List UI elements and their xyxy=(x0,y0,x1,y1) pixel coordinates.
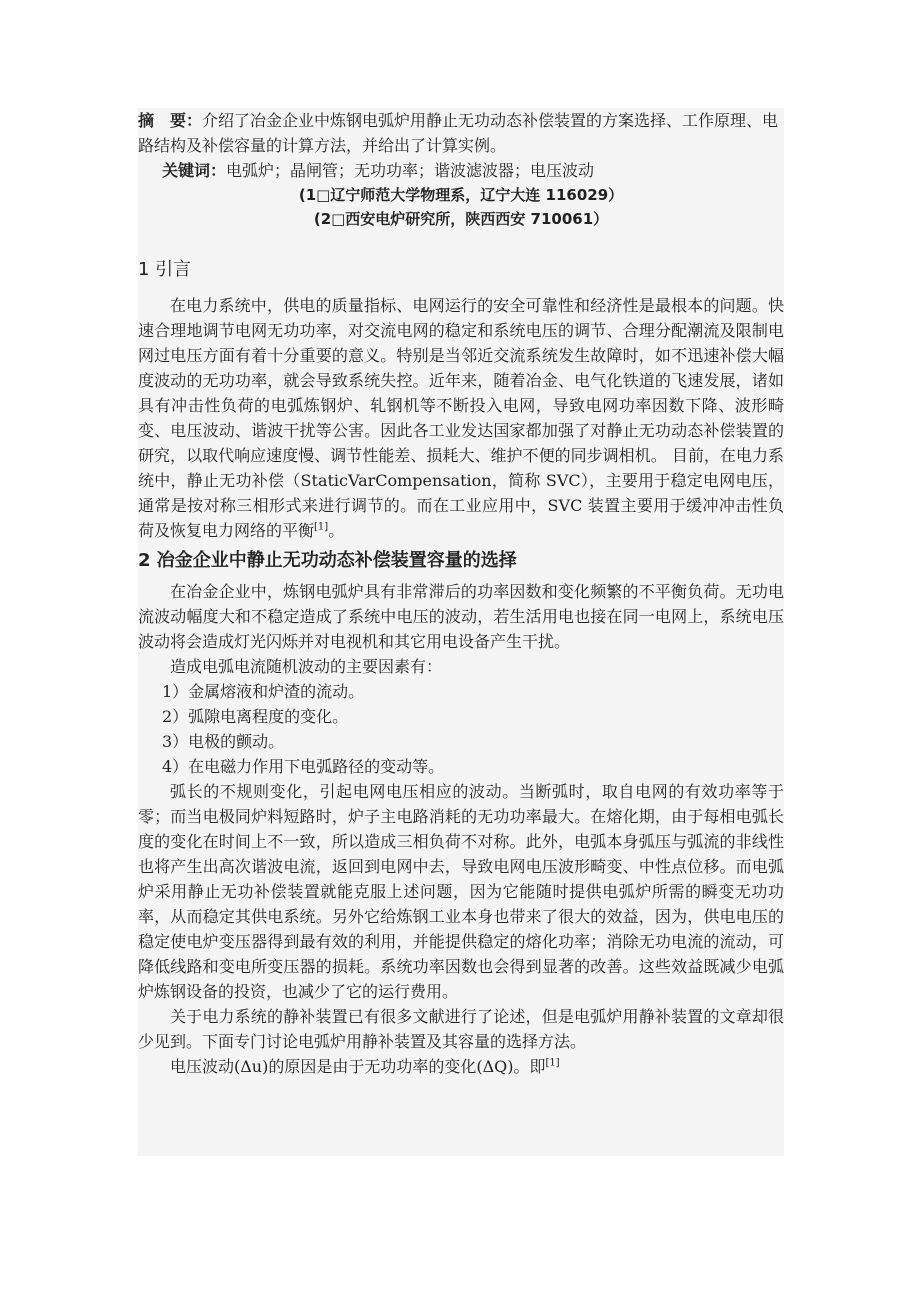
affiliation-1: (1□辽宁师范大学物理系，辽宁大连 116029） xyxy=(298,186,624,204)
section-2-heading: 2 冶金企业中静止无功动态补偿装置容量的选择 xyxy=(138,550,517,571)
citation-ref: [1] xyxy=(545,1057,560,1069)
list-item: 2）弧隙电离程度的变化。 xyxy=(162,707,349,726)
keywords-text: 电弧炉；晶闸管；无功功率；谐波滤波器；电压波动 xyxy=(226,161,595,180)
section-2-p5-text: 电压波动(Δu)的原因是由于无功功率的变化(ΔQ)。即 xyxy=(170,1057,546,1076)
section-2-paragraph-3: 弧长的不规则变化，引起电网电压相应的波动。当断弧时，取自电网的有效功率等于零；而当电极同炉料短路时，炉子主电路消耗的无功功率最大。在熔化期，由于每相电弧长度的变化在时间上不一致，所以造成三相负荷不对称。此外，电弧本身弧压与弧流的非线性也将产生出高次谐波电流，返回到电网中去，导致电网电压波形畸变、中性点位移。而电弧炉采用静止无功补偿装置就能克服上述问题，因为它能随时提供电弧炉所需的瞬变无功功率，从而稳定其供电系统。另外它给炼钢工业本身也带来了很大的效益，因为，供电电压的稳定使电炉变压器得到最有效的利用，并能提供稳定的熔化功率；消除无功电流的流动，可降低线路和变电所变压器的损耗。系统功率因数也会得到显著的改善。这些效益既减少电弧炉炼钢设备的投资，也减少了它的运行费用。 xyxy=(138,782,784,1001)
list-item: 3）电极的颤动。 xyxy=(162,732,285,751)
section-1-paragraph xyxy=(138,293,784,543)
section-2-paragraph-4: 关于电力系统的静补装置已有很多文献进行了论述，但是电弧炉用静补装置的文章却很少见到。下面专门讨论电弧炉用静补装置及其容量的选择方法。 xyxy=(138,1007,784,1051)
section-2-paragraph-2: 造成电弧电流随机波动的主要因素有： xyxy=(170,657,443,676)
abstract-label: 摘 要： xyxy=(138,111,203,130)
section-2-paragraph-1: 在冶金企业中，炼钢电弧炉具有非常滞后的功率因数和变化频繁的不平衡负荷。无功电流波动幅度大和不稳定造成了系统中电压的波动，若生活用电也接在同一电网上，系统电压波动将会造成灯光闪烁并对电视机和其它用电设备产生干扰。 xyxy=(138,582,784,651)
abstract xyxy=(138,108,784,158)
document-page xyxy=(138,108,784,1156)
keywords-label: 关键词： xyxy=(162,161,227,180)
section-1-text: 在电力系统中，供电的质量指标、电网运行的安全可靠性和经济性是最根本的问题。快速合理地调节电网无功功率，对交流电网的稳定和系统电压的调节、合理分配潮流及限制电网过电压方面有着十分重要的意义。特别是当邻近交流系统发生故障时，如不迅速补偿大幅度波动的无功功率，就会导致系统失控。近年来，随着冶金、电气化铁道的飞速发展，诸如具有冲击性负荷的电弧炼钢炉、轧钢机等不断投入电网，导致电网功率因数下降、波形畸变、电压波动、谐波干扰等公害。因此各工业发达国家都加强了对静止无功动态补偿装置的研究，以取代响应速度慢、调节性能差、损耗大、维护不便的同步调相机。 目前，在电力系统中，静止无功补偿（StaticVarCompensation，简称 SVC），主要用于稳定电网电压，通常是按对称三相形式来进行调节的。而在工业应用中，SVC 装置主要用于缓冲冲击性负荷及恢复电力网络的平衡 xyxy=(138,296,784,540)
section-2-paragraph-5 xyxy=(138,1054,784,1079)
citation-ref: [1] xyxy=(314,521,329,533)
list-item: 1）金属熔液和炉渣的流动。 xyxy=(162,682,365,701)
affiliation-2: (2□西安电炉研究所，陕西西安 710061） xyxy=(313,210,609,228)
section-1-end: 。 xyxy=(328,521,345,540)
list-item: 4）在电磁力作用下电弧路径的变动等。 xyxy=(162,757,445,776)
abstract-text: 介绍了冶金企业中炼钢电弧炉用静止无功动态补偿装置的方案选择、工作原理、电路结构及补偿容量的计算方法，并给出了计算实例。 xyxy=(138,111,779,155)
section-1-heading: 1 引言 xyxy=(138,259,192,280)
keywords xyxy=(138,158,784,183)
